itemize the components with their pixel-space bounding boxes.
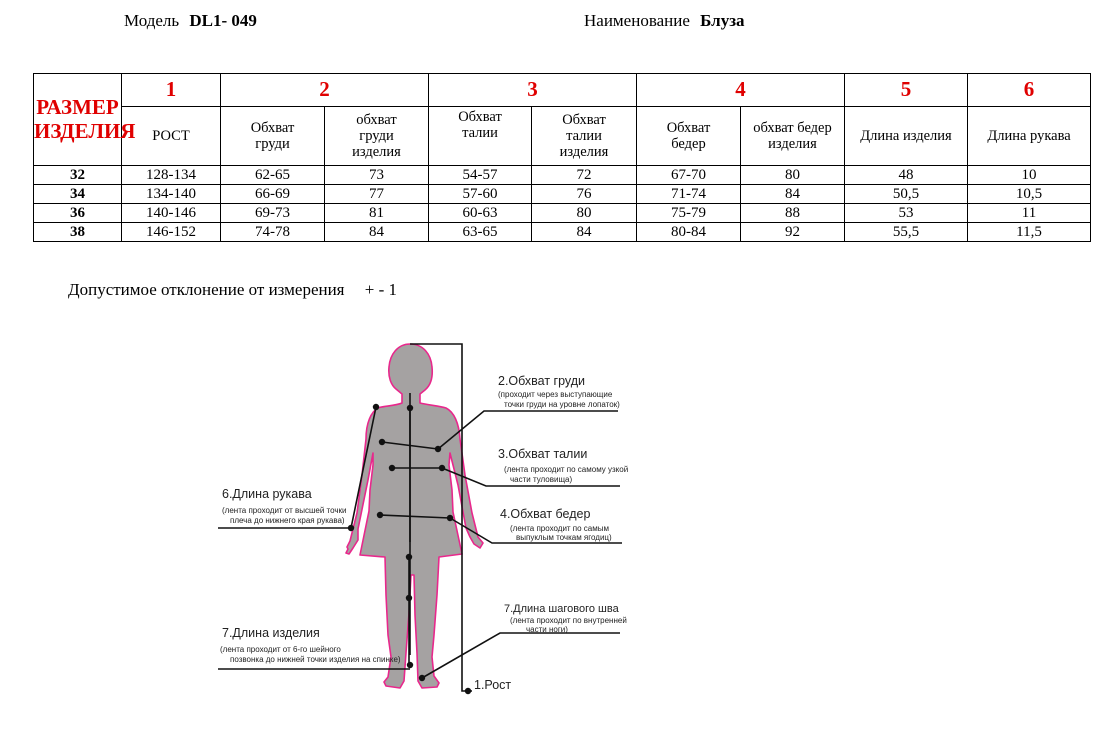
point-floor <box>465 688 471 694</box>
waist-header <box>429 107 532 166</box>
size-chart-table <box>33 73 1091 242</box>
model-value: DL1- 049 <box>189 11 257 30</box>
point-neck <box>407 405 413 411</box>
sleeve-cell: 11,5 <box>968 223 1091 242</box>
sleeve-cell: 11 <box>968 204 1091 223</box>
chest-cell: 62-65 <box>221 166 325 185</box>
waist-header-l2: талии <box>462 125 498 142</box>
point-ankle <box>419 675 425 681</box>
group-number-row <box>34 74 1091 107</box>
chest-header-l2: груди <box>255 136 290 152</box>
waist-garment-cell: 76 <box>532 185 637 204</box>
inseam-leader <box>422 633 620 678</box>
sleeve-header: Длина рукава <box>968 107 1091 166</box>
waist-garment-cell: 72 <box>532 166 637 185</box>
hips-cell: 80-84 <box>637 223 741 242</box>
point-hem <box>407 662 413 668</box>
size-cell: 32 <box>34 166 122 185</box>
length-note-2: позвонка до нижней точки изделия на спинке) <box>230 655 401 664</box>
chest-note-2: точки груди на уровне лопаток) <box>504 400 620 409</box>
waist-cell: 54-57 <box>429 166 532 185</box>
hips-title: 4.Обхват бедер <box>500 507 591 521</box>
measurement-diagram <box>210 335 630 705</box>
sleeve-note-1: (лента проходит от высшей точки <box>222 506 347 515</box>
subheader-row <box>34 107 1091 166</box>
corner-line-2: ИЗДЕЛИЯ <box>34 118 136 143</box>
waist-cell: 60-63 <box>429 204 532 223</box>
sleeve-cell: 10 <box>968 166 1091 185</box>
waist-garment-l3: изделия <box>559 144 609 161</box>
length-cell: 53 <box>845 204 968 223</box>
chest-leader <box>438 411 618 449</box>
waist-note-1: (лента проходит по самому узкой <box>504 465 629 474</box>
size-corner-header <box>34 74 136 166</box>
size-cell: 36 <box>34 204 122 223</box>
model-header <box>124 11 257 31</box>
hips-header-l2: бедер <box>671 136 706 152</box>
length-cell: 48 <box>845 166 968 185</box>
height-cell: 134-140 <box>122 185 221 204</box>
body-diagram-svg <box>210 335 630 700</box>
chest-garment-header <box>325 107 429 166</box>
length-cell: 55,5 <box>845 223 968 242</box>
group-number-1: 1 <box>122 74 221 107</box>
hips-garment-cell: 84 <box>741 185 845 204</box>
hips-garment-header <box>741 107 845 166</box>
model-label: Модель <box>124 11 180 30</box>
waist-garment-l2: талии <box>566 127 602 144</box>
point-sleeve-end <box>348 525 354 531</box>
size-cell: 38 <box>34 223 122 242</box>
name-header <box>584 11 745 31</box>
chest-garment-l1: обхват <box>356 111 397 128</box>
chest-title: 2.Обхват груди <box>498 374 585 388</box>
length-cell: 50,5 <box>845 185 968 204</box>
table-row <box>34 204 1091 223</box>
hips-garment-cell: 80 <box>741 166 845 185</box>
group-number-2: 2 <box>221 74 429 107</box>
name-label: Наименование <box>584 11 690 30</box>
point-hips-right <box>447 515 453 521</box>
corner-line-1: РАЗМЕР <box>36 94 119 119</box>
chest-header <box>221 107 325 166</box>
height-cell: 146-152 <box>122 223 221 242</box>
chest-garment-l2: груди <box>359 127 394 144</box>
point-hips-left <box>377 512 383 518</box>
inseam-note-2: части ноги) <box>526 625 568 634</box>
chest-garment-cell: 84 <box>325 223 429 242</box>
length-note-1: (лента проходит от 6-го шейного <box>220 645 341 654</box>
tolerance-note <box>68 280 397 300</box>
group-number-6: 6 <box>968 74 1091 107</box>
chest-garment-cell: 81 <box>325 204 429 223</box>
waist-garment-cell: 80 <box>532 204 637 223</box>
hips-garment-cell: 92 <box>741 223 845 242</box>
hips-garment-l2: изделия <box>768 136 817 152</box>
height-cell: 128-134 <box>122 166 221 185</box>
hips-header <box>637 107 741 166</box>
hips-cell: 67-70 <box>637 166 741 185</box>
waist-cell: 63-65 <box>429 223 532 242</box>
chest-cell: 69-73 <box>221 204 325 223</box>
hips-note-2: выпуклым точкам ягодиц) <box>516 533 612 542</box>
sleeve-title: 6.Длина рукава <box>222 487 312 501</box>
point-crotch <box>406 554 412 560</box>
waist-note-2: части туловища) <box>510 475 573 484</box>
table-row <box>34 223 1091 242</box>
name-value: Блуза <box>700 11 745 30</box>
length-header: Длина изделия <box>845 107 968 166</box>
hips-garment-l1: обхват бедер <box>753 119 832 136</box>
chest-cell: 74-78 <box>221 223 325 242</box>
point-waist-left <box>389 465 395 471</box>
height-header: РОСТ <box>122 107 221 166</box>
point-shoulder <box>373 404 379 410</box>
waist-garment-cell: 84 <box>532 223 637 242</box>
waist-cell: 57-60 <box>429 185 532 204</box>
waist-garment-header <box>532 107 637 166</box>
hips-garment-cell: 88 <box>741 204 845 223</box>
chest-note-1: (проходит через выступающие <box>498 390 613 399</box>
waist-garment-l1: Обхват <box>562 111 606 128</box>
length-title: 7.Длина изделия <box>222 626 320 640</box>
group-number-4: 4 <box>637 74 845 107</box>
table-row <box>34 185 1091 204</box>
chest-garment-cell: 73 <box>325 166 429 185</box>
size-cell: 34 <box>34 185 122 204</box>
height-cell: 140-146 <box>122 204 221 223</box>
table-row <box>34 166 1091 185</box>
point-knee <box>406 595 412 601</box>
group-number-5: 5 <box>845 74 968 107</box>
chest-cell: 66-69 <box>221 185 325 204</box>
hips-header-l1: Обхват <box>666 119 711 136</box>
waist-header-l1: Обхват <box>458 109 502 125</box>
hips-note-1: (лента проходит по самым <box>510 524 609 533</box>
height-title: 1.Рост <box>474 678 512 692</box>
chest-garment-l3: изделия <box>352 144 401 161</box>
group-number-3: 3 <box>429 74 637 107</box>
inseam-title: 7.Длина шагового шва <box>504 603 619 615</box>
point-chest-right <box>435 446 441 452</box>
sleeve-cell: 10,5 <box>968 185 1091 204</box>
inseam-note-1: (лента проходит по внутренней <box>510 616 627 625</box>
tolerance-value: + - 1 <box>364 280 397 299</box>
chest-garment-cell: 77 <box>325 185 429 204</box>
tolerance-label: Допустимое отклонение от измерения <box>68 280 345 299</box>
point-waist-right <box>439 465 445 471</box>
chest-header-l1: Обхват <box>250 119 295 136</box>
hips-cell: 71-74 <box>637 185 741 204</box>
waist-title: 3.Обхват талии <box>498 447 588 461</box>
hips-cell: 75-79 <box>637 204 741 223</box>
sleeve-note-2: плеча до нижнего края рукава) <box>230 516 345 525</box>
point-chest-left <box>379 439 385 445</box>
